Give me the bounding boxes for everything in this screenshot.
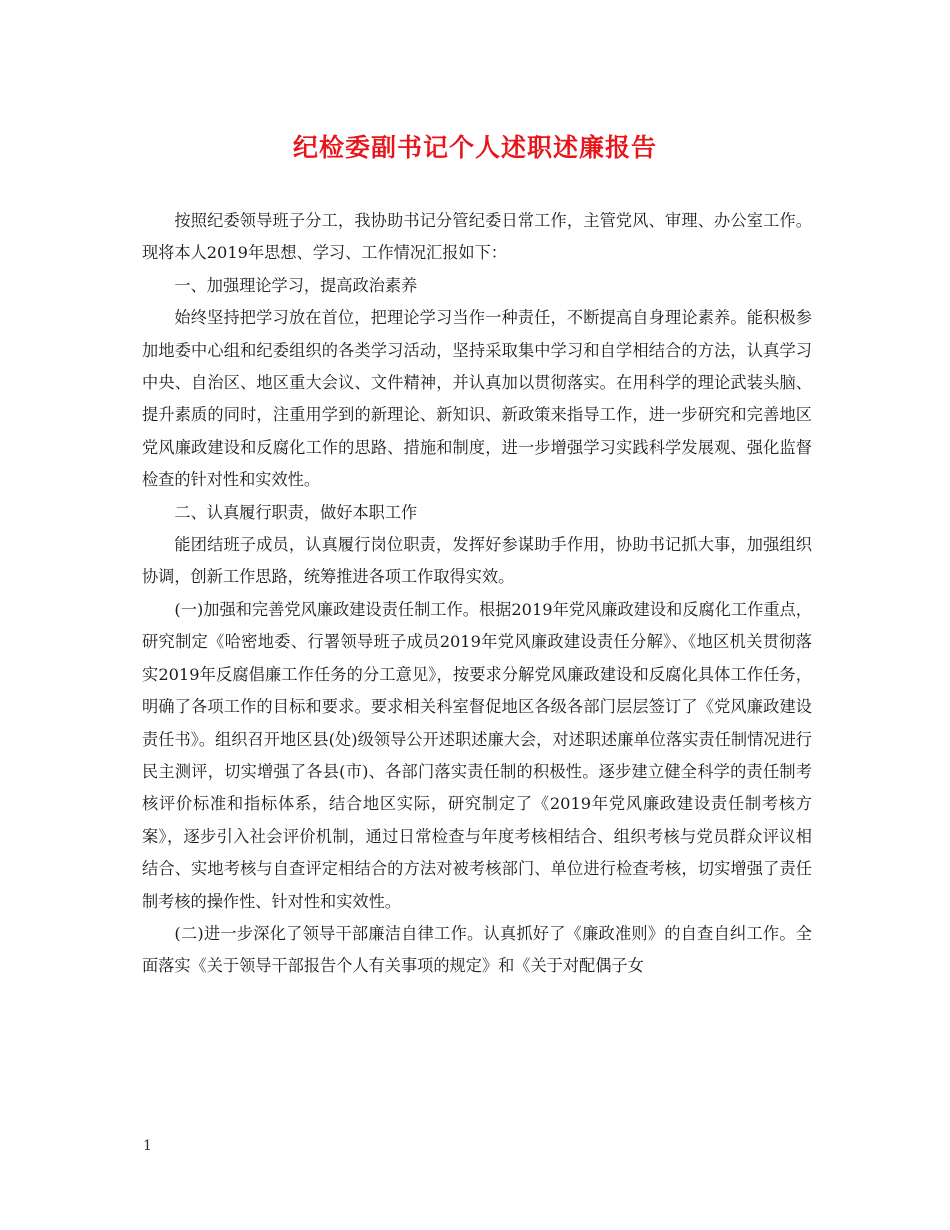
page-number: 1 bbox=[143, 1138, 152, 1154]
section-1-paragraph: 始终坚持把学习放在首位，把理论学习当作一种责任，不断提高自身理论素养。能积极参加地委中心组和纪委组织的各类学习活动，坚持采取集中学习和自学相结合的方法，认真学习中央、自治区、地区重大会议、文件精神，并认真加以贯彻落实。在用科学的理论武装头脑、提升素质的同时，注重用学到的新理论、新知识、新政策来指导工作，进一步研究和完善地区党风廉政建设和反腐化工作的思路、措施和制度，进一步增强学习实践科学发展观、强化监督检查的针对性和实效性。 bbox=[142, 308, 812, 490]
intro-paragraph: 按照纪委领导班子分工，我协助书记分管纪委日常工作，主管党风、审理、办公室工作。现将本人2019年思想、学习、工作情况汇报如下： bbox=[142, 211, 812, 263]
subsection-1-paragraph: (一)加强和完善党风廉政建设责任制工作。根据2019年党风廉政建设和反腐化工作重点，研究制定《哈密地委、行署领导班子成员2019年党风廉政建设责任分解》、《地区机关贯彻落实2019年反腐倡廉工作任务的分工意见》，按要求分解党风廉政建设和反腐化具体工作任务，明确了各项工作的目标和要求。要求相关科室督促地区各级各部门层层签订了《党风廉政建设责任书》。组织召开地区县(处)级领导公开述职述廉大会，对述职述廉单位落实责任制情况进行民主测评，切实增强了各县(市)、各部门落实责任制的积极性。逐步建立健全科学的责任制考核评价标准和指标体系，结合地区实际，研究制定了《2019年党风廉政建设责任制考核方案》，逐步引入社会评价机制，通过日常检查与年度考核相结合、组织考核与党员群众评议相结合、实地考核与自查评定相结合的方法对被考核部门、单位进行检查考核，切实增强了责任制考核的操作性、针对性和实效性。 bbox=[142, 599, 812, 911]
section-heading-2: 二、认真履行职责，做好本职工作 bbox=[174, 502, 418, 522]
subsection-2-paragraph: (二)进一步深化了领导干部廉洁自律工作。认真抓好了《廉政准则》的自查自纠工作。全面落实《关于领导干部报告个人有关事项的规定》和《关于对配偶子女 bbox=[142, 923, 812, 976]
document-title: 纪检委副书记个人述职述廉报告 bbox=[292, 133, 657, 162]
section-2-paragraph: 能团结班子成员，认真履行岗位职责，发挥好参谋助手作用，协助书记抓大事，加强组织协调，创新工作思路，统筹推进各项工作取得实效。 bbox=[142, 535, 812, 587]
document-body bbox=[142, 205, 812, 983]
section-heading-1: 一、加强理论学习，提高政治素养 bbox=[174, 275, 418, 295]
